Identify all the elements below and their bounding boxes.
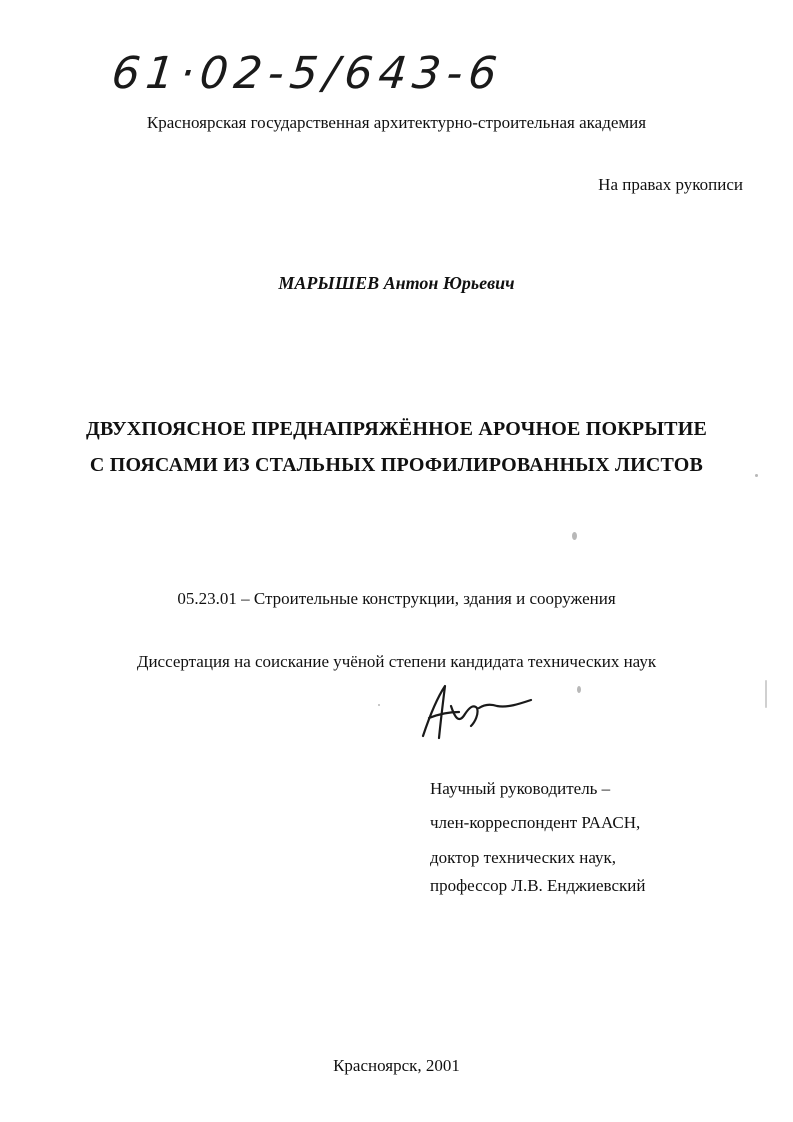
signature-mark — [415, 678, 535, 748]
title-line-2: С ПОЯСАМИ ИЗ СТАЛЬНЫХ ПРОФИЛИРОВАННЫХ ЛИСТОВ — [89, 454, 704, 476]
institution-name: Красноярская государственная архитектурно-строительная академия — [146, 113, 647, 132]
scan-speck — [577, 686, 581, 693]
dissertation-type: Диссертация на соискание учёной степени кандидата технических наук — [136, 652, 657, 671]
advisor-role: Научный руководитель – — [430, 779, 611, 798]
advisor-membership: член-корреспондент РААСН, — [430, 813, 641, 832]
scan-speck — [765, 680, 767, 708]
handwritten-archive-code: 61·02-5/643-6 — [109, 48, 506, 99]
manuscript-rights-note: На правах рукописи — [598, 175, 743, 194]
scan-speck — [755, 474, 758, 477]
advisor-name: профессор Л.В. Енджиевский — [430, 876, 646, 895]
city-and-year: Красноярск, 2001 — [333, 1056, 460, 1075]
advisor-degree: доктор технических наук, — [430, 848, 617, 867]
scan-speck — [572, 532, 577, 540]
scan-speck — [378, 704, 380, 706]
author-name: МАРЫШЕВ Антон Юрьевич — [278, 273, 515, 293]
title-line-1: ДВУХПОЯСНОЕ ПРЕДНАПРЯЖЁННОЕ АРОЧНОЕ ПОКРЫТИЕ — [85, 418, 708, 440]
specialty-code: 05.23.01 – Строительные конструкции, здания и сооружения — [177, 589, 616, 608]
